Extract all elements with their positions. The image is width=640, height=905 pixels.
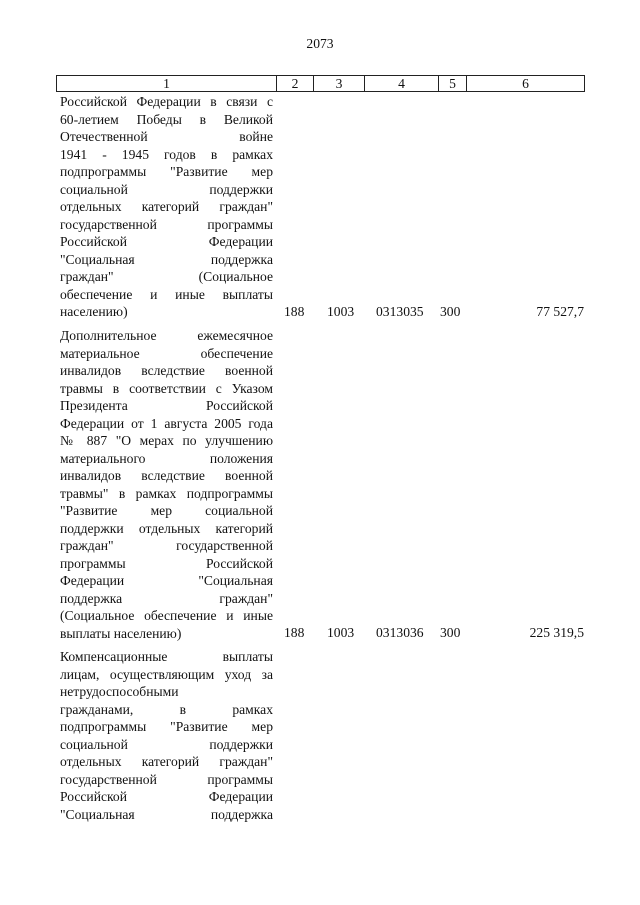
description-line: поддержка граждан": [60, 590, 273, 606]
target-article-code: 0313035: [376, 304, 424, 319]
description-line: граждан" (Социальное: [60, 269, 273, 284]
row-description: [60, 327, 273, 642]
description-line: подпрограммы "Развитие мер: [60, 719, 273, 734]
page-number: 2073: [306, 36, 334, 51]
description-line: Российской Федерации: [60, 789, 273, 804]
description-line: выплаты населению): [60, 625, 182, 641]
description-line: 1941 - 1945 годов в рамках: [60, 146, 273, 162]
table-row: [60, 327, 590, 647]
description-line: Федерации "Социальная: [60, 573, 273, 588]
description-line: инвалидов вследствие военной: [60, 468, 273, 483]
column-header-4: 4: [365, 76, 439, 91]
description-line: населению): [60, 304, 128, 319]
ministry-code: 188: [284, 625, 305, 640]
description-line: "Развитие мер социальной: [60, 503, 273, 518]
table-header-row: [56, 75, 585, 92]
description-line: травмы" в рамках подпрограммы: [60, 485, 273, 501]
row-description: [60, 648, 273, 823]
description-line: "Социальная поддержка: [60, 251, 273, 267]
description-line: социальной поддержки: [60, 181, 273, 197]
description-line: отдельных категорий граждан": [60, 754, 273, 769]
expense-type-code: 300: [440, 304, 461, 319]
description-line: материального положения: [60, 450, 273, 466]
description-line: обеспечение и иные выплаты: [60, 286, 273, 302]
column-header-6: 6: [522, 76, 529, 91]
description-line: инвалидов вследствие военной: [60, 363, 273, 378]
column-header-3: 3: [314, 76, 365, 91]
description-line: граждан" государственной: [60, 538, 273, 553]
description-line: травмы в соответствии с Указом: [60, 380, 273, 396]
description-line: нетрудоспособными: [60, 684, 179, 699]
table-row: [60, 648, 590, 828]
description-line: лицам, осуществляющим уход за: [60, 666, 273, 682]
description-line: Федерации от 1 августа 2005 года: [60, 415, 273, 431]
row-description: [60, 93, 273, 321]
column-header-5: 5: [439, 76, 467, 91]
description-line: социальной поддержки: [60, 736, 273, 752]
description-line: Российской Федерации в связи с: [60, 94, 273, 109]
target-article-code: 0313036: [376, 625, 424, 640]
description-line: гражданами, в рамках: [60, 701, 273, 717]
amount: 225 319,5: [529, 625, 584, 640]
description-line: Президента Российской: [60, 398, 273, 413]
description-line: № 887 "О мерах по улучшению: [60, 433, 273, 448]
description-line: программы Российской: [60, 555, 273, 571]
description-line: Российской Федерации: [60, 234, 273, 249]
column-header-1: 1: [57, 76, 277, 91]
description-line: отдельных категорий граждан": [60, 199, 273, 214]
description-line: подпрограммы "Развитие мер: [60, 164, 273, 179]
description-line: материальное обеспечение: [60, 345, 273, 361]
column-header-2: 2: [277, 76, 314, 91]
description-line: "Социальная поддержка: [60, 806, 273, 822]
amount: 77 527,7: [536, 304, 584, 319]
section-code: 1003: [327, 625, 355, 640]
ministry-code: 188: [284, 304, 305, 319]
description-line: Компенсационные выплаты: [60, 649, 273, 664]
expense-type-code: 300: [440, 625, 461, 640]
description-line: государственной программы: [60, 771, 273, 787]
description-line: государственной программы: [60, 216, 273, 232]
description-line: (Социальное обеспечение и иные: [60, 608, 273, 623]
section-code: 1003: [327, 304, 355, 319]
description-line: Дополнительное ежемесячное: [60, 328, 273, 343]
description-line: Отечественной войне: [60, 129, 273, 144]
description-line: 60-летием Победы в Великой: [60, 111, 273, 127]
description-line: поддержки отдельных категорий: [60, 520, 273, 536]
table-row: [60, 93, 590, 323]
